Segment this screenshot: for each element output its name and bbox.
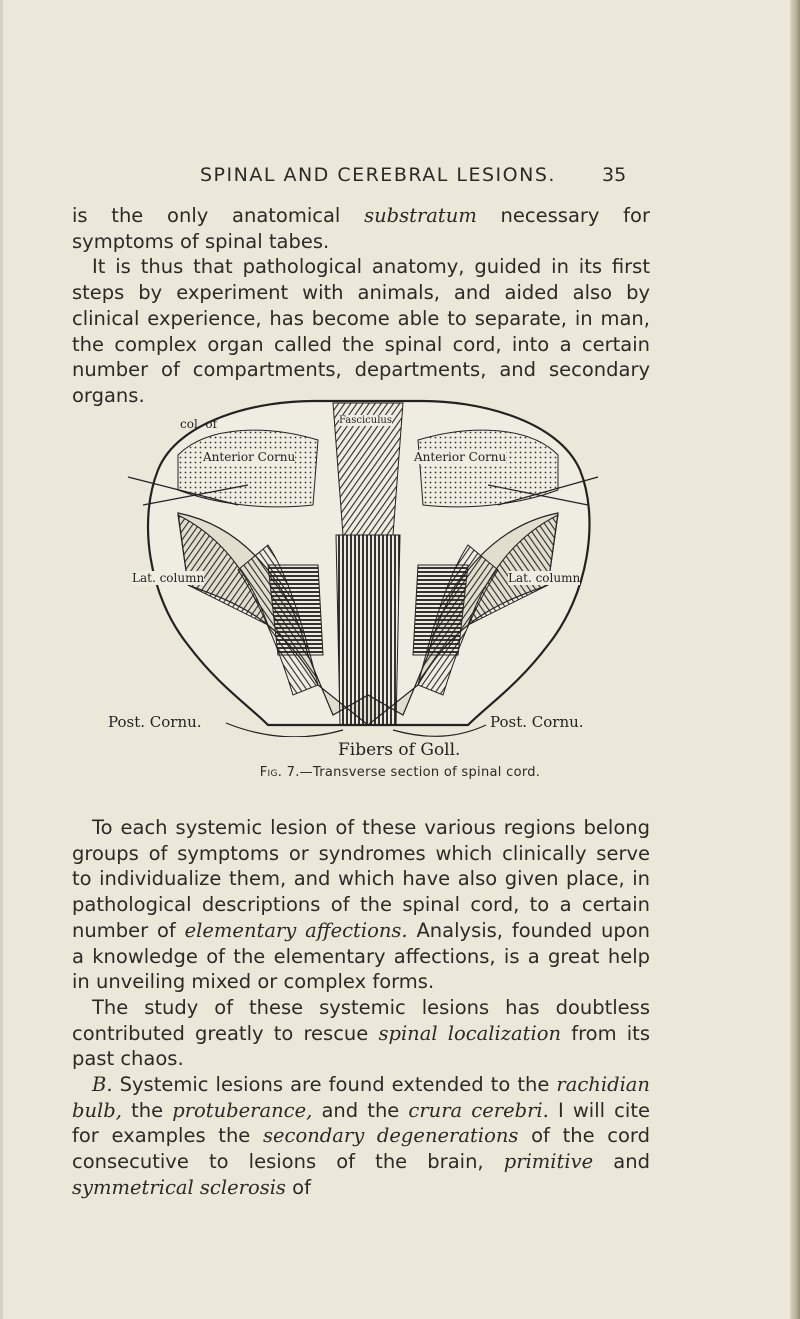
running-title: SPINAL AND CEREBRAL LESIONS. bbox=[200, 164, 556, 186]
page-number: 35 bbox=[602, 164, 627, 186]
figure-number: Fig. 7. bbox=[259, 765, 300, 780]
text-run: the bbox=[121, 1098, 173, 1122]
italic-term: secondary degenerations bbox=[263, 1124, 519, 1148]
paragraph: It is thus that pathological anatomy, guided in its first steps by experiment with animals, and aided also by clinical experience, has become able to separate, in man, the complex organ called the spinal cord, into a certain number of compartments, departments, and secondary organs. bbox=[72, 255, 650, 407]
italic-term: crura cerebri. bbox=[408, 1098, 549, 1122]
text-run: To each systemic lesion of these various regions belong groups of symptoms or syndromes which clinically serve to individualize them, and which have also given place, in pathological descriptions of the spinal cord, to a certain number of bbox=[72, 816, 650, 942]
italic-term: primitive bbox=[503, 1150, 594, 1174]
text-run: I will cite for examples the bbox=[72, 1098, 650, 1148]
label-lat-column-right: Lat. column bbox=[508, 571, 581, 585]
page-left-edge bbox=[0, 0, 3, 1319]
top-text-block bbox=[72, 203, 650, 409]
text-run: and the bbox=[312, 1098, 409, 1122]
bottom-text-block bbox=[72, 815, 650, 1201]
italic-term: elementary affections. bbox=[184, 918, 408, 942]
italic-term: spinal localization bbox=[378, 1021, 562, 1045]
label-post-cornu-left: Post. Cornu. bbox=[108, 713, 202, 731]
text-run: of bbox=[285, 1175, 311, 1199]
text-run: Analysis, founded upon a knowledge of the elementary affections, is a great help in unveiling mixed or complex forms. bbox=[72, 918, 650, 994]
label-fasciculus: Fasciculus bbox=[339, 415, 392, 426]
italic-term: protuberance, bbox=[172, 1098, 313, 1122]
paragraph bbox=[72, 1072, 650, 1201]
text-run: is the only anatomical bbox=[72, 204, 365, 227]
text-run: The study of these systemic lesions has doubtless contributed greatly to rescue bbox=[72, 995, 650, 1045]
figure-caption-text: —Transverse section of spinal cord. bbox=[299, 765, 541, 780]
text-run: and bbox=[593, 1150, 650, 1174]
running-head bbox=[0, 164, 800, 194]
text-run: of the cord consecutive to lesions of the brain, bbox=[72, 1124, 650, 1174]
left-lined-region bbox=[268, 565, 323, 655]
post-cornu-right-line bbox=[393, 725, 486, 736]
label-lat-column-left: Lat. column bbox=[132, 571, 205, 585]
text-run: from its past chaos. bbox=[72, 1021, 650, 1071]
goll-column bbox=[336, 535, 400, 725]
label-anterior-cornu-left: Anterior Cornu bbox=[203, 450, 296, 464]
spinal-cord-figure bbox=[108, 395, 618, 737]
text-run: Systemic lesions are found extended to the bbox=[112, 1073, 557, 1097]
label-fibers-of-goll: Fibers of Goll. bbox=[338, 740, 461, 760]
label-anterior-cornu-right: Anterior Cornu bbox=[414, 450, 507, 464]
spinal-cord-illustration bbox=[118, 395, 618, 737]
text-run: necessary for symptoms of spinal tabes. bbox=[72, 204, 650, 253]
label-post-cornu-right: Post. Cornu. bbox=[490, 713, 584, 731]
figure-caption bbox=[0, 765, 800, 780]
italic-term: symmetrical sclerosis bbox=[72, 1175, 286, 1199]
italic-term: substratum bbox=[364, 204, 477, 227]
paragraph bbox=[72, 203, 650, 254]
right-lined-region bbox=[413, 565, 468, 655]
label-col-goll-left: col. of bbox=[180, 417, 218, 431]
italic-term: B. bbox=[92, 1073, 113, 1097]
italic-term: rachidian bulb, bbox=[72, 1073, 650, 1122]
page-right-edge bbox=[790, 0, 800, 1319]
paragraph bbox=[72, 815, 650, 995]
paragraph bbox=[72, 995, 650, 1072]
